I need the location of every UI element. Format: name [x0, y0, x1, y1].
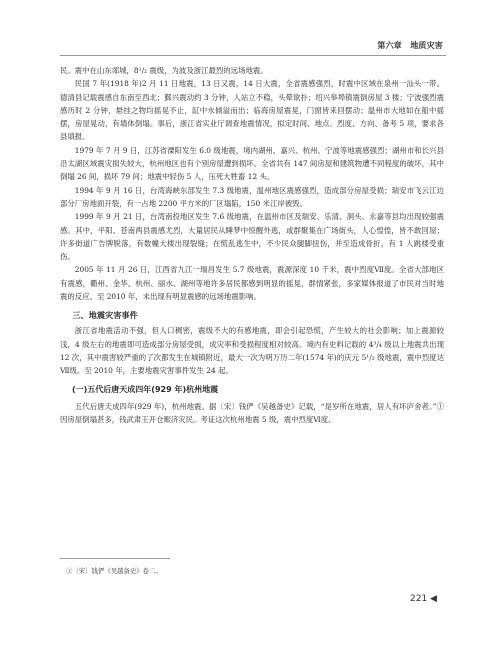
footnote: ①〔宋〕钱俨《吴越备史》卷二。	[66, 567, 162, 575]
paragraph-2: 1979 年 7 月 9 日，江苏省溧阳发生 6.0 级地震，境内湖州、嘉兴、杭州、宁波等地震感强烈；湖州市和长兴县沿太湖区域震灾损失较大，杭州地区也有个别房屋遭到损坏。全省共有 147 间房屋和建筑物遭不同程度的破坏，其中倒塌 26 间，损坏 79 间；地震中轻伤 5 人，压死大牲畜 12 头。	[60, 145, 444, 182]
footnote-rule	[60, 558, 170, 559]
paragraph-5: 2005 年 11 月 26 日，江西省九江一瑞昌发生 5.7 级地震，震源深度 10 千米，震中烈度Ⅶ度。全省大部地区有震感，衢州、金华、杭州、丽水、湖州等地许多居民都感到明显的摇晃，群情紧张，多家媒体报道了市民对当时地震的反应。至 2010 年，未出现有明显震感的远场地震影响。	[60, 265, 444, 302]
subsection-paragraph-0: 五代后唐天成四年(929 年)，杭州地震。据〔宋〕钱俨《吴越备史》记载，“是岁所在地震，居人有坏庐舍者。”①因房屋倒塌甚多，钱武肃王开仓赈济灾民。考证这次杭州地震 5 级，震中烈度Ⅵ度。	[60, 401, 444, 424]
section-paragraph-0: 浙江省地震活动不强，但人口稠密，震级不大的有感地震，即会引起恐慌，产生较大的社会影响；加上震源较浅，4 级左右的地震即可造成部分房屋受损，成灾率和受损程度相对较高。境内有史料记载的 4³/₄ 级以上地震共出现 12 次，其中震害较严重的了次都发生在城镇附近，最大一次为明万历二年(1574 年)的庆元 5¹/₂ 级地震，震中烈度达Ⅶ级。至 2010 年，主要地震灾害事件发生 24 起。	[60, 326, 444, 376]
paragraph-4: 1999 年 9 月 21 日，台湾南投地区发生 7.6 级地震，在温州市区及瑞安、乐清、洞头、永嘉等县均出现较强震感。其中，平阳、苍南两县震感尤烈，大量居民从睡梦中惊醒外逃，或群聚集在广场街头，人心惶惶，皆不敢回屋；许多街道广告牌脱落，有数幢大楼出现裂缝；在慌乱逃生中，不少民众腿脚扭伤，并至造成骨折，有 1 人跳楼受重伤。	[60, 212, 444, 262]
section-heading: 三、地震灾害事件	[72, 310, 138, 321]
paragraph-1: 民国 7 年(1918 年)2 月 11 日地震，13 日又震，14 日大震，全省震感强烈，时震中区域在泉州一汕头一带。德清县记载震感自东南至西北；鄞兴震动约 3 分钟，人站立不稳，头晕欲扑；绍兴皋埠镇震倒房屋 3 楼；宁波强烈震感历时 2 分钟，悬挂之物均摇晃不止，缸中水倾溢而出；临海房屋震晃，门窗皆来回摆动；温州市大地如在船中摇摆，房屋晃动，有墙体倒塌。事后，浙江省实业厅调查地震情况，拟定时间、地点、烈度、方向、备考 5 项，要求各县填报。	[60, 79, 444, 142]
page-number: 221 ◀	[410, 594, 437, 604]
subsection-heading: (一)五代后唐天成四年(929 年)杭州地震	[72, 384, 219, 394]
header-rule	[60, 55, 446, 56]
paragraph-3: 1994 年 9 月 16 日，台湾海峡东部发生 7.3 级地震，温州地区震感强烈，造成部分房屋受损；瑞安市飞云江边部分厂房地面开裂，有一占地 2200 平方米的厂区塌陷，150 米江岸被毁。	[60, 185, 444, 208]
running-header: 第六章 地质灾害	[377, 41, 443, 50]
body-text	[60, 64, 444, 426]
paragraph-0: 民。震中在山东郯城，8¹/₂ 震级，为波及浙江最烈的远场地震。	[60, 66, 268, 75]
